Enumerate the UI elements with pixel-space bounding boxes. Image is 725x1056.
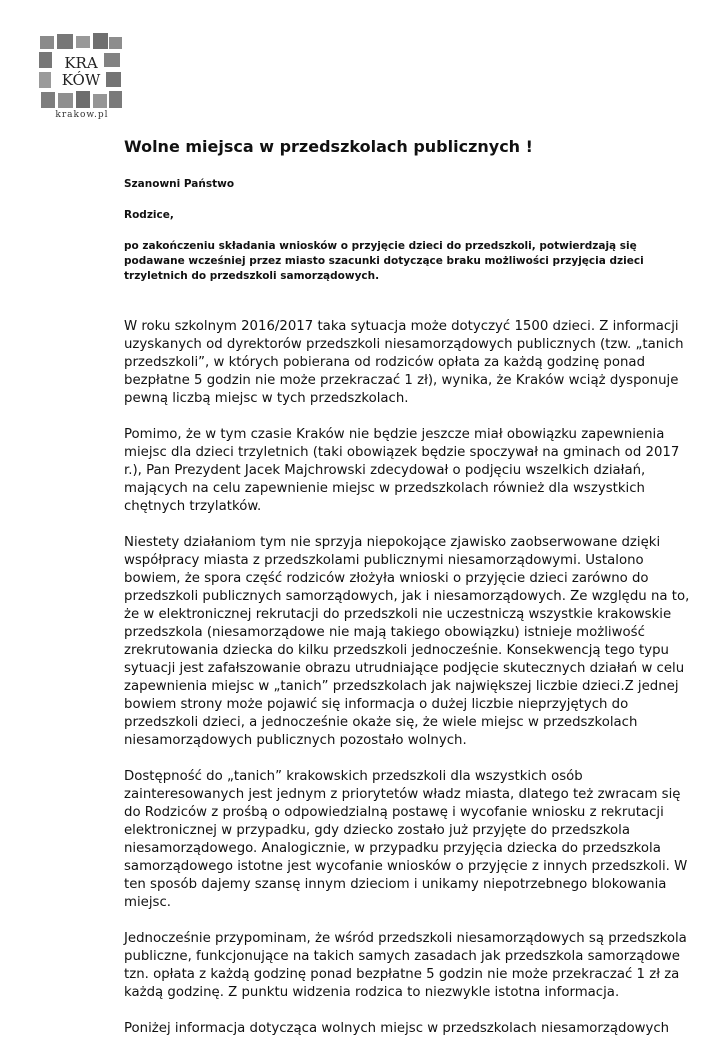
body-paragraph-1: W roku szkolnym 2016/2017 taka sytuacja może dotyczyć 1500 dzieci. Z informacji uzyskanych od dyrektorów przedszkoli niesamorządowych publicznych (tzw. „tanich przedszkoli”, w których pobierana od rodziców opłata za każdą godzinę ponad bezpłatne 5 godzin nie może przekraczać 1 zł), wynika, że Kraków wciąż dysponuje pewną liczbą miejsc w tych przedszkolach. xyxy=(124,319,684,406)
logo-line2: KÓW xyxy=(61,71,101,89)
body-paragraph-3: Niestety działaniom tym nie sprzyja niepokojące zjawisko zaobserwowane dzięki współpracy miasta z przedszkolami publicznymi niesamorządowymi. Ustalono bowiem, że spora część rodziców złożyła wnioski o przyjęcie dzieci zarówno do przedszkoli publicznych samorządowych, jak i niesamorządowych. Ze względu na to, że w elektronicznej rekrutacji do przedszkoli nie uczestniczą wszystkie krakowskie przedszkola (niesamorządowe nie mają takiego obowiązku) istnieje możliwość zrekrutowania dziecka do kilku przedszkoli jednocześnie. Konsekwencją tego typu sytuacji jest zafałszowanie obrazu utrudniające podjęcie skutecznych działań w celu zapewnienia miejsc w „tanich” przedszkolach jak największej liczbie dzieci.Z jednej bowiem strony może pojawić się informacja o dużej liczbie nieprzyjętych do przedszkoli dzieci, a jednocześnie okaże się, że wiele miejsc w przedszkolach niesamorządowych publicznych pozostało wolnych. xyxy=(124,535,690,748)
krakow-logo-mosaic xyxy=(38,32,124,112)
document-body xyxy=(124,137,690,1056)
greeting-line-2: Rodzice, xyxy=(124,209,174,221)
greeting-line-1: Szanowni Państwo xyxy=(124,178,235,190)
body-paragraph-2: Pomimo, że w tym czasie Kraków nie będzie jeszcze miał obowiązku zapewnienia miejsc dla dzieci trzyletnich (taki obowiązek będzie spoczywał na gminach od 2017 r.), Pan Prezydent Jacek Majchrowski zdecydował o podjęciu wszelkich działań, mających na celu zapewnienie miejsc w przedszkolach również dla wszystkich chętnych trzylatków. xyxy=(124,427,680,514)
logo-line1: KRA xyxy=(64,54,98,72)
body-paragraph-5: Jednocześnie przypominam, że wśród przedszkoli niesamorządowych są przedszkola publiczne, funkcjonujące na takich samych zasadach jak przedszkola samorządowe tzn. opłata z każdą godzinę ponad bezpłatne 5 godzin nie może przekraczać 1 zł za każdą godzinę. Z punktu widzenia rodzica to niezwykle istotna informacja. xyxy=(124,931,687,1000)
logo-caption: krakow.pl xyxy=(55,110,109,120)
body-paragraph-4: Dostępność do „tanich” krakowskich przedszkoli dla wszystkich osób zainteresowanych jest jednym z priorytetów władz miasta, dlatego też zwracam się do Rodziców z prośbą o odpowiedzialną postawę i wycofanie wniosku z rekrutacji elektronicznej w przypadku, gdy dziecko zostało już przyjęte do przedszkola niesamorządowego. Analogicznie, w przypadku przyjęcia dziecka do przedszkola samorządowego istotne jest wycofanie wniosków o przyjęcie z innych przedszkoli. W ten sposób dajemy szansę innym dzieciom i unikamy niepotrzebnego blokowania miejsc. xyxy=(124,769,688,910)
intro-paragraph: po zakończeniu składania wniosków o przyjęcie dzieci do przedszkoli, potwierdzają się podawane wcześniej przez miasto szacunki dotyczące braku możliwości przyjęcia dzieci trzyletnich do przedszkoli samorządowych. xyxy=(124,240,644,282)
page-title: Wolne miejsca w przedszkolach publicznych ! xyxy=(124,137,533,156)
body-paragraph-6: Poniżej informacja dotycząca wolnych miejsc w przedszkolach niesamorządowych xyxy=(124,1021,670,1036)
